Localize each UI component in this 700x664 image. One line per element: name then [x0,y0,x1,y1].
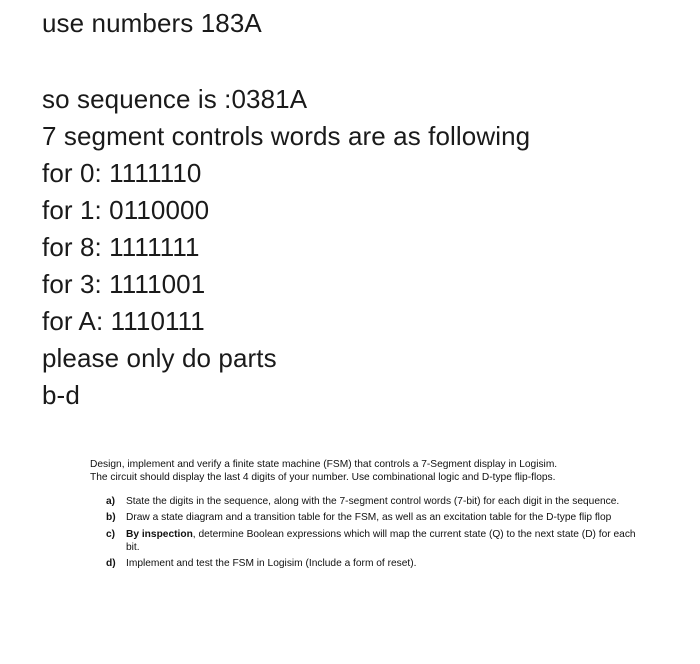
assignment-part-a [90,495,650,508]
part-body [126,528,650,555]
part-text: Draw a state diagram and a transition table for the FSM, as well as an excitation table for the D-type flip flop [126,512,612,524]
note-line-sequence: so sequence is :0381A [42,84,308,114]
note-line-request: please only do parts [42,343,277,373]
assignment-intro-line-2: The circuit should display the last 4 digits of your number. Use combinational logic and D-type flip-flops. [90,472,556,484]
note-line-control-words: 7 segment controls words are as following [42,121,531,151]
note-line-digit-8: for 8: 1111111 [42,232,200,262]
assignment-excerpt [90,458,650,574]
assignment-part-b [90,511,650,524]
part-text: , determine Boolean expressions which will map the current state (Q) to the next state (D) for each bit. [126,528,636,554]
part-marker: c) [106,528,116,540]
note-line-parts: b-d [42,380,80,410]
note-line-digit-0: for 0: 1111110 [42,158,202,188]
assignment-part-d [90,557,650,570]
assignment-intro [90,458,650,485]
note-line-digit-3: for 3: 1111001 [42,269,206,299]
assignment-parts-list [90,495,650,571]
part-text: State the digits in the sequence, along with the 7-segment control words (7-bit) for each digit in the sequence. [126,495,620,507]
note-line-numbers: use numbers 183A [42,8,262,38]
part-marker: b) [106,512,116,524]
part-bold-prefix: By inspection [126,528,193,540]
assignment-part-c [90,528,650,555]
part-marker: a) [106,495,116,507]
part-text: Implement and test the FSM in Logisim (Include a form of reset). [126,558,417,570]
part-marker: d) [106,558,116,570]
note-line-digit-1: for 1: 0110000 [42,195,210,225]
assignment-intro-line-1: Design, implement and verify a finite state machine (FSM) that controls a 7-Segment display in Logisim. [90,459,558,470]
note-line-digit-a: for A: 1110111 [42,306,205,336]
